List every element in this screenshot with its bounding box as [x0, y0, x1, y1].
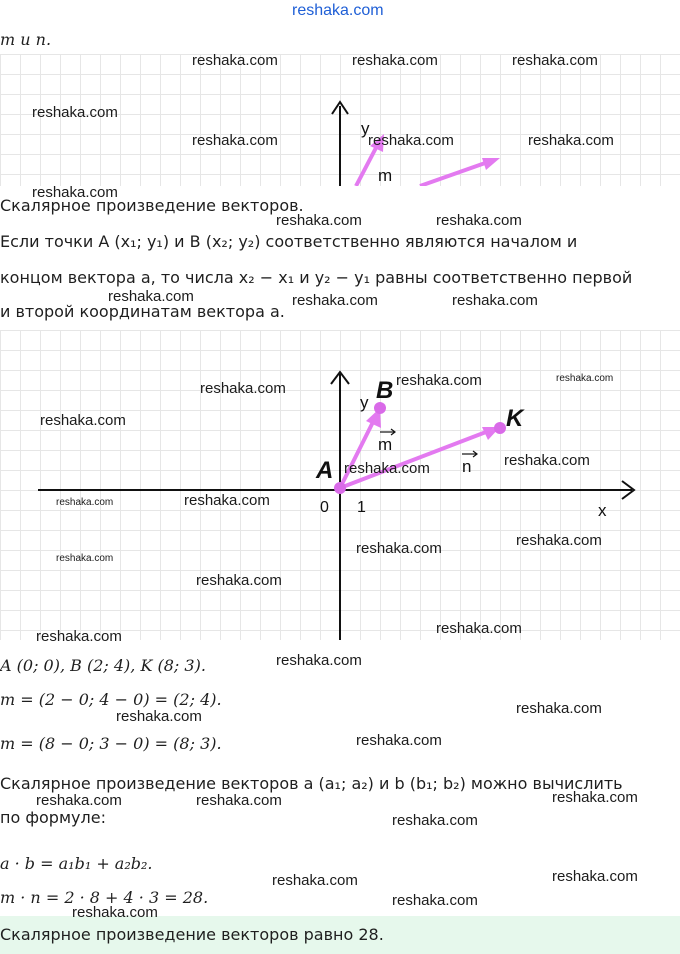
watermark: reshaka.com — [528, 132, 614, 149]
watermark: reshaka.com — [516, 700, 602, 717]
dot-product-formula: a · b = a₁b₁ + a₂b₂. — [0, 854, 153, 873]
section1-title: Скалярное произведение векторов. — [0, 196, 304, 215]
section1-line1: Если точки A (x₁; y₁) и B (x₂; y₂) соответственно являются началом и — [0, 232, 578, 251]
watermark: reshaka.com — [32, 104, 118, 121]
watermark: reshaka.com — [556, 373, 614, 384]
answer-text: Скалярное произведение векторов равно 28. — [0, 925, 384, 944]
watermark: reshaka.com — [512, 52, 598, 69]
formula-intro-line2: по формуле: — [0, 808, 106, 827]
axis-y-label: y — [360, 393, 369, 412]
section1-line3: и второй координатам вектора a. — [0, 302, 285, 321]
axis-x-label: x — [598, 501, 607, 520]
vector-n-label: n — [462, 457, 472, 476]
watermark: reshaka.com — [344, 460, 430, 477]
origin-label: 0 — [320, 499, 329, 516]
partial-vec-m: m — [378, 166, 393, 185]
watermark: reshaka.com — [200, 380, 286, 397]
site-link[interactable]: reshaka.com — [292, 2, 384, 19]
answer-box — [0, 916, 680, 954]
watermark: reshaka.com — [552, 868, 638, 885]
watermark: reshaka.com — [192, 52, 278, 69]
watermark: reshaka.com — [356, 732, 442, 749]
partial-axis-y: y — [361, 119, 370, 138]
watermark: reshaka.com — [516, 532, 602, 549]
point-a-label: A — [316, 457, 334, 484]
vector-n-calc: m = (8 − 0; 3 − 0) = (8; 3). — [0, 734, 222, 753]
watermark: reshaka.com — [192, 132, 278, 149]
watermark: reshaka.com — [56, 497, 114, 508]
watermark: reshaka.com — [276, 212, 362, 229]
watermark: reshaka.com — [108, 288, 194, 305]
point-k-marker — [494, 422, 506, 434]
point-b-label: B — [376, 377, 394, 404]
watermark: reshaka.com — [392, 892, 478, 909]
vector-m-label: m — [378, 435, 393, 454]
watermark: reshaka.com — [352, 52, 438, 69]
watermark: reshaka.com — [36, 792, 122, 809]
watermark: reshaka.com — [396, 372, 482, 389]
watermark: reshaka.com — [452, 292, 538, 309]
watermark: reshaka.com — [184, 492, 270, 509]
watermark: reshaka.com — [276, 652, 362, 669]
section1-line2: концом вектора a, то числа x₂ − x₁ и y₂ − y₁ равны соответственно первой — [0, 268, 633, 287]
watermark: reshaka.com — [436, 620, 522, 637]
watermark: reshaka.com — [272, 872, 358, 889]
points-coordinates: A (0; 0), B (2; 4), K (8; 3). — [0, 656, 206, 675]
watermark: reshaka.com — [356, 540, 442, 557]
watermark: reshaka.com — [56, 553, 114, 564]
vector-m-calc: m = (2 − 0; 4 − 0) = (2; 4). — [0, 690, 222, 709]
watermark: reshaka.com — [292, 292, 378, 309]
watermark: reshaka.com — [196, 792, 282, 809]
watermark: reshaka.com — [40, 412, 126, 429]
watermark: reshaka.com — [436, 212, 522, 229]
watermark: reshaka.com — [72, 904, 158, 921]
watermark: reshaka.com — [116, 708, 202, 725]
point-a-marker — [334, 482, 346, 494]
watermark: reshaka.com — [36, 628, 122, 645]
formula-intro-line1: Скалярное произведение векторов a (a₁; a₂) и b (b₁; b₂) можно вычислить — [0, 774, 623, 793]
dot-product-result: m · n = 2 · 8 + 4 · 3 = 28. — [0, 888, 209, 907]
unit-label: 1 — [357, 499, 366, 516]
watermark: reshaka.com — [368, 132, 454, 149]
watermark: reshaka.com — [196, 572, 282, 589]
watermark: reshaka.com — [504, 452, 590, 469]
point-k-label: K — [506, 405, 524, 432]
watermark: reshaka.com — [552, 789, 638, 806]
intro-vectors: m и n. — [0, 30, 52, 49]
watermark: reshaka.com — [32, 184, 118, 201]
watermark: reshaka.com — [392, 812, 478, 829]
